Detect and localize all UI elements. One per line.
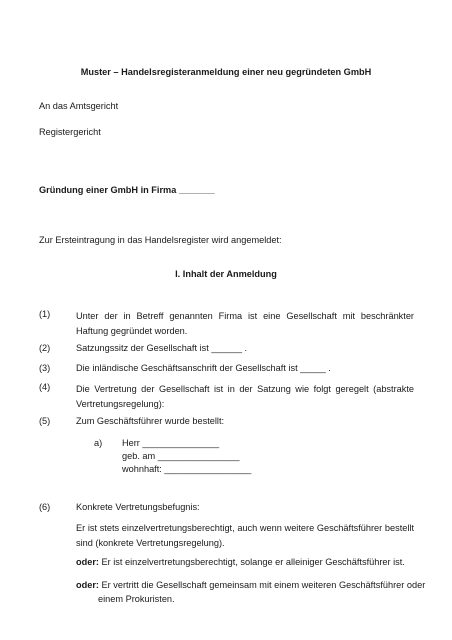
oder-text-1: Er ist einzelvertretungsberechtigt, solange er alleiniger Geschäftsführer ist. (98, 557, 405, 567)
oder-label-1: oder: (76, 557, 99, 567)
item-number-4: (4) (39, 382, 51, 392)
item-text-6: Konkrete Vertretungsbefugnis: (76, 502, 200, 512)
section-title: I. Inhalt der Anmeldung (175, 269, 277, 279)
item-number-5: (5) (39, 416, 51, 426)
item-number-3: (3) (39, 363, 51, 373)
item6-alternative-2 (76, 580, 425, 592)
oder-text-2: Er vertritt die Gesellschaft gemeinsam mit einem weiteren Geschäftsführer oder (98, 580, 426, 590)
item6-alternative-1 (76, 557, 405, 569)
item-text-2: Satzungssitz der Gesellschaft ist ______ . (76, 343, 248, 353)
address-court: An das Amtsgericht (39, 101, 119, 111)
oder-label-2: oder: (76, 580, 99, 590)
sub-item-label-a: a) (94, 438, 103, 448)
founding-heading: Gründung einer GmbH in Firma _______ (39, 185, 215, 195)
document-title: Muster – Handelsregisteranmeldung einer neu gegründeten GmbH (80, 67, 372, 77)
item-number-6: (6) (39, 502, 51, 512)
item-number-1: (1) (39, 309, 51, 319)
item6-paragraph: Er ist stets einzelvertretungsberechtigt, auch wenn weitere Geschäftsführer bestellt sind (konkrete Vertretungsregelung). (76, 523, 414, 548)
address-register: Registergericht (39, 127, 101, 137)
intro-text: Zur Ersteintragung in das Handelsregister wird angemeldet: (39, 235, 282, 245)
item-text-1: Unter der in Betreff genannten Firma ist eine Gesellschaft mit beschränkter Haftung gegründet worden. (76, 311, 414, 336)
item-number-2: (2) (39, 343, 51, 353)
sub-item-name: Herr _______________ (122, 438, 220, 448)
item-text-3: Die inländische Geschäftsanschrift der Gesellschaft ist _____ . (76, 363, 331, 373)
item6-alternative-2-continued: einem Prokuristen. (98, 594, 175, 604)
sub-item-residence: wohnhaft: _________________ (122, 464, 252, 474)
sub-item-birthdate: geb. am ________________ (122, 451, 240, 461)
item-text-5: Zum Geschäftsführer wurde bestellt: (76, 416, 225, 426)
item-text-4: Die Vertretung der Gesellschaft ist in der Satzung wie folgt geregelt (abstrakte Vertretungsregelung): (76, 384, 414, 409)
